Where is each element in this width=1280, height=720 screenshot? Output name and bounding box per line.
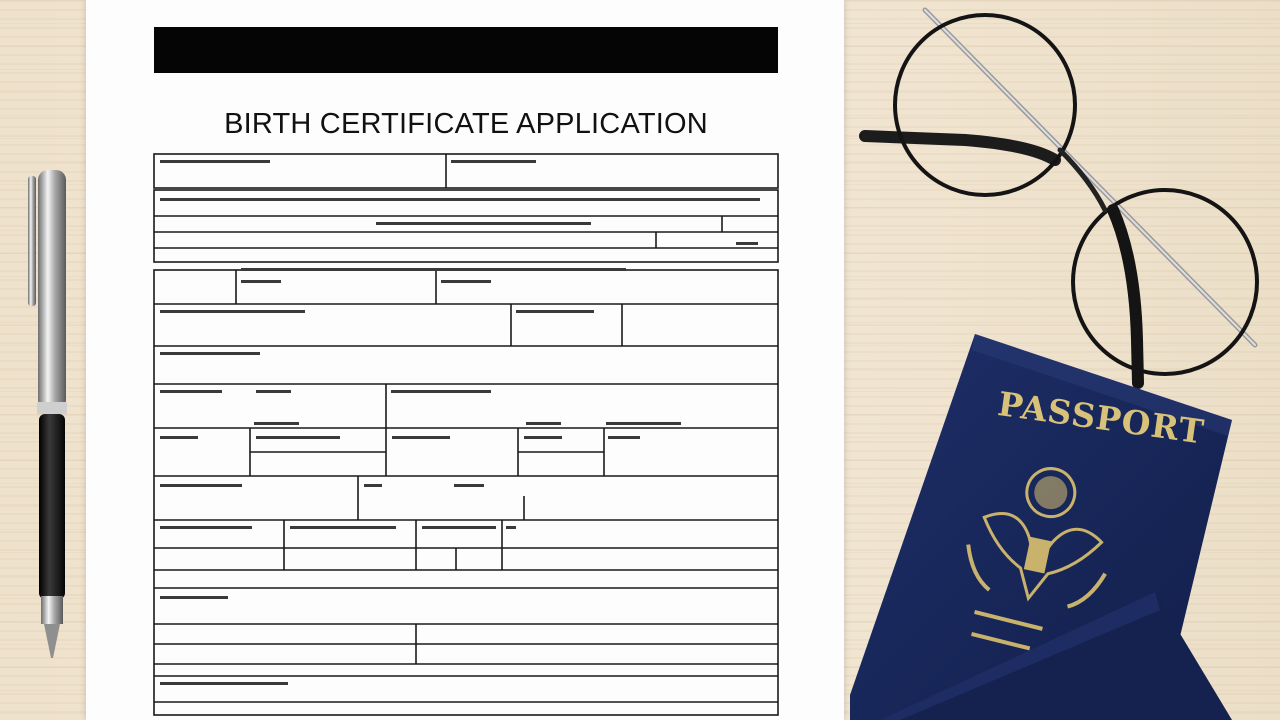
pen-clip — [28, 176, 36, 306]
form-section-1 — [154, 154, 778, 188]
pen-cone — [41, 596, 63, 624]
form-fields-grid — [86, 0, 844, 720]
pen-ring — [37, 402, 67, 414]
form-section-3 — [154, 270, 778, 715]
pen-grip — [39, 414, 65, 599]
pen — [22, 166, 82, 666]
glasses-left-lens — [895, 15, 1075, 195]
application-form-paper — [86, 0, 844, 720]
passport-stack — [840, 320, 1280, 720]
pen-top — [38, 170, 66, 410]
pen-tip — [44, 624, 60, 658]
glasses-temple-tip — [865, 136, 1055, 160]
glasses-bridge — [1060, 150, 1105, 210]
form-title: BIRTH CERTIFICATE APPLICATION — [224, 108, 708, 140]
passport-title: PASSPORT — [995, 384, 1207, 452]
